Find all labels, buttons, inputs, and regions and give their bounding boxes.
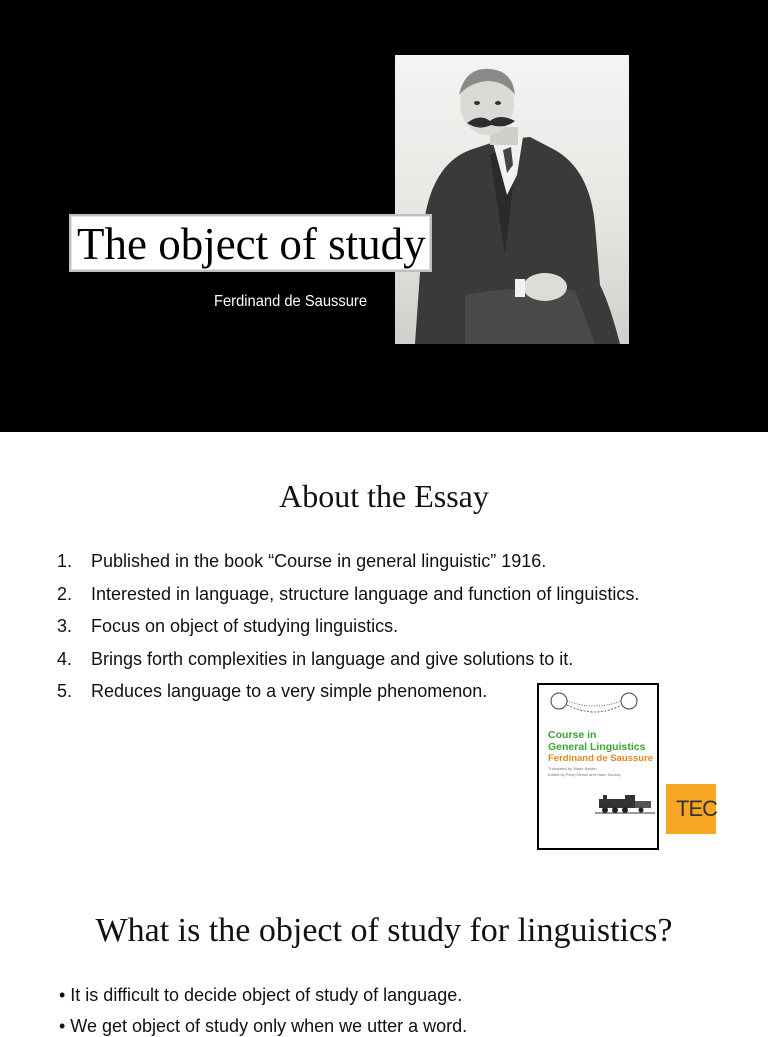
author-name: Ferdinand de Saussure	[214, 293, 368, 310]
list-item: 4. Brings forth complexities in language and give solutions to it.	[57, 648, 574, 669]
portrait-illustration	[395, 55, 629, 344]
bullet-item: • We get object of study only when we utter a word.	[59, 1016, 468, 1036]
book-translator: Translated by Wade Baskin	[548, 766, 597, 771]
book-cover	[537, 683, 659, 850]
slide-title: The object of study	[77, 219, 426, 269]
tec-logo: TEC	[666, 784, 716, 834]
title-slide	[0, 0, 768, 432]
book-title-line1: Course in	[548, 729, 597, 741]
object-study-slide	[0, 864, 768, 1036]
two-heads-icon	[541, 689, 659, 721]
list-item: 1. Published in the book “Course in general linguistic” 1916.	[57, 551, 547, 571]
list-item: 2. Interested in language, structure language and function of linguistics.	[57, 583, 640, 604]
book-author: Ferdinand de Saussure	[548, 753, 654, 764]
about-essay-slide	[0, 432, 768, 864]
train-icon	[595, 793, 655, 815]
portrait-photo	[395, 55, 629, 344]
book-editors: Edited by Perry Meisel and Haun Saussy	[548, 772, 621, 777]
bullet-item: • It is difficult to decide object of study of language.	[59, 985, 463, 1005]
slide-title: About the Essay	[279, 478, 489, 514]
list-item: 3. Focus on object of studying linguistics.	[57, 616, 399, 636]
list-item: 5. Reduces language to a very simple phenomenon.	[57, 681, 488, 701]
book-title-line2: General Linguistics	[548, 741, 646, 753]
slide-title: What is the object of study for linguistics?	[95, 912, 673, 949]
title-box	[69, 214, 432, 272]
